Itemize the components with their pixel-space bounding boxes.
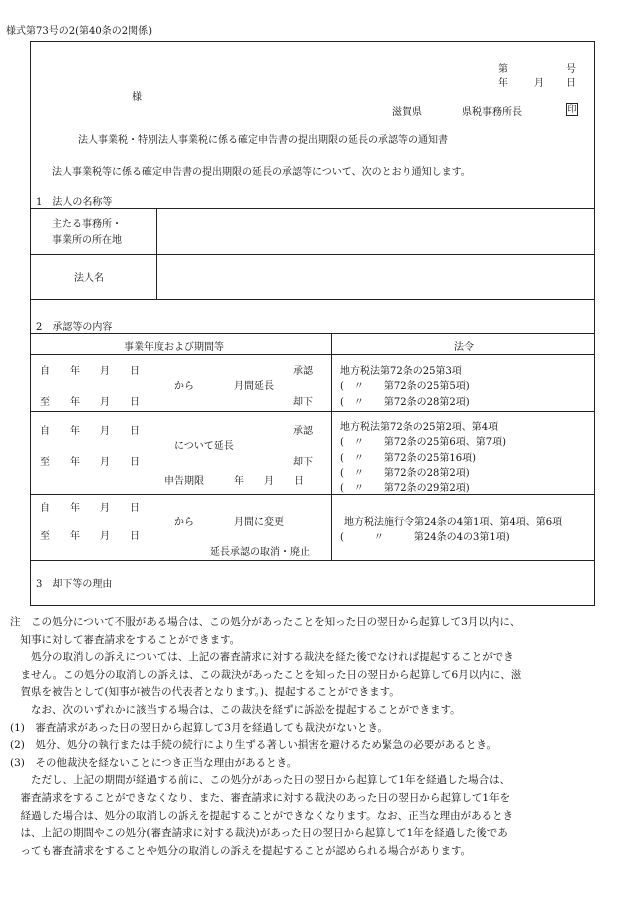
office-label: 県税事務所長 (462, 107, 522, 118)
note-line: 審査請求をすることができなくなり、また、審査請求に対する裁決のあった日の翌日から起算して1年を (10, 792, 511, 804)
row2-approve-label: 承認 (293, 426, 313, 437)
note-line: ただし、上記の期間が経過する前に、この処分があった日の翌日から起算して1年を経過した場合は、 (10, 774, 511, 787)
row3-law-1: 地方税法施行令第24条の4第1項、第4項、第6項 (344, 517, 563, 528)
document-title: 法人事業税・特別法人事業税に係る確定申告書の提出期限の延長の承認等の通知書 (78, 135, 448, 146)
row2-law-3: ( 〃 第72条の25第16項) (340, 453, 476, 464)
row2-law-1: 地方税法第72条の25第2項、第4項 (340, 422, 499, 433)
intro-text: 法人事業税等に係る確定申告書の提出期限の延長の承認等について、次のとおり通知します。 (52, 167, 471, 178)
row2-law-4: ( 〃 第72条の28第2項) (340, 468, 470, 479)
office-location-label-2: 事業所の所在地 (52, 235, 122, 246)
note-line: (3) その他裁決を経ないことにつき正当な理由があるとき。 (10, 756, 298, 769)
corporation-name-label: 法人名 (74, 273, 104, 284)
row1-law-2: ( 〃 第72条の25第5項) (340, 381, 470, 392)
row2-reject-label: 却下 (293, 457, 313, 468)
section2-divider (331, 333, 332, 560)
section3-heading: 3 却下等の理由 (36, 579, 113, 590)
note-line: は、上記の期間やこの処分(審査請求に対する裁決)があった日の翌日から起算して1年を経過した後であ (10, 827, 508, 840)
row2-date-from: 自 年 月 日 (40, 426, 140, 437)
year-label: 年 (498, 78, 508, 89)
row2-date-to: 至 年 月 日 (40, 457, 140, 468)
row3-date-to: 至 年 月 日 (40, 531, 140, 542)
form-number: 様式第73号の2(第40条の2関係) (6, 26, 152, 37)
row2-law-2: ( 〃 第72条の25第6項、第7項) (340, 437, 506, 448)
section1-bottom-line (30, 299, 595, 300)
note-line: 注 この処分について不服がある場合は、この処分があったことを知った日の翌日から起算して3月以内に、 (10, 616, 521, 628)
number-label: 第 (498, 64, 508, 75)
row3-cancel-label: 延長承認の取消・廃止 (210, 547, 310, 558)
row1-bottom-line (30, 411, 595, 412)
row1-date-to: 至 年 月 日 (40, 397, 140, 408)
row1-approve-label: 承認 (293, 366, 313, 377)
section1-mid-line (30, 254, 595, 255)
day-label: 日 (566, 78, 576, 89)
note-line: 処分の取消しの訴えについては、上記の審査請求に対する裁決を経た後でなければ提起することができ (10, 651, 514, 664)
section2-bottom-line (30, 560, 595, 561)
note-line: 知事に対して審査請求をすることができます。 (10, 633, 241, 646)
row1-law-3: ( 〃 第72条の28第2項) (340, 397, 470, 408)
row2-law-5: ( 〃 第72条の29第2項) (340, 483, 470, 494)
section1-heading: 1 法人の名称等 (36, 197, 113, 208)
section1-top-line (30, 208, 595, 209)
row1-reject-label: 却下 (293, 397, 313, 408)
section2-heading: 2 承認等の内容 (36, 322, 113, 333)
note-line: なお、次のいずれかに該当する場合は、この裁決を経ずに訴訟を提起することができます。 (10, 704, 461, 716)
office-location-label-1: 主たる事務所・ (52, 219, 122, 230)
section2-header-line (30, 354, 595, 355)
row1-date-from: 自 年 月 日 (40, 366, 140, 377)
month-label: 月 (534, 78, 544, 89)
note-line: 経過した場合は、処分の取消しの訴えを提起することができなくなります。なお、正当な理由があるとき (10, 809, 514, 822)
note-line: (2) 処分、処分の執行または手続の続行により生ずる著しい損害を避けるため緊急の必要があるとき。 (10, 739, 497, 752)
note-line: (1) 審査請求があった日の翌日から起算して3月を経過しても裁決がないとき。 (10, 721, 389, 734)
row2-extension-text: について延長 (174, 441, 234, 452)
row3-date-from: 自 年 月 日 (40, 503, 140, 514)
row2-deadline: 申告期限 年 月 日 (164, 476, 304, 487)
row3-law-2: ( 〃 第24条の4の3第1項) (340, 532, 510, 543)
row3-change-text: から 月間に変更 (174, 517, 284, 528)
row1-extension-text: から 月間延長 (174, 381, 274, 392)
number-suffix: 号 (566, 64, 576, 75)
prefecture-label: 滋賀県 (392, 107, 422, 118)
note-line: ません。この処分の取消しの訴えは、この裁決があったことを知った日の翌日から起算して6月以内に、滋 (10, 668, 522, 681)
seal-mark: 印 (567, 105, 577, 115)
note-line: 賀県を被告として(知事が被告の代表者となります。)、提起することができます。 (10, 686, 400, 699)
row1-law-1: 地方税法第72条の25第3項 (340, 366, 462, 377)
period-column-header: 事業年度および期間等 (124, 342, 224, 353)
row2-bottom-line (30, 494, 595, 495)
section2-top-line (30, 333, 595, 334)
note-line: っても審査請求をすることや処分の取消しの訴えを提起することが認められる場合があります。 (10, 844, 472, 857)
addressee-suffix: 様 (132, 92, 142, 103)
law-column-header: 法令 (454, 342, 474, 353)
